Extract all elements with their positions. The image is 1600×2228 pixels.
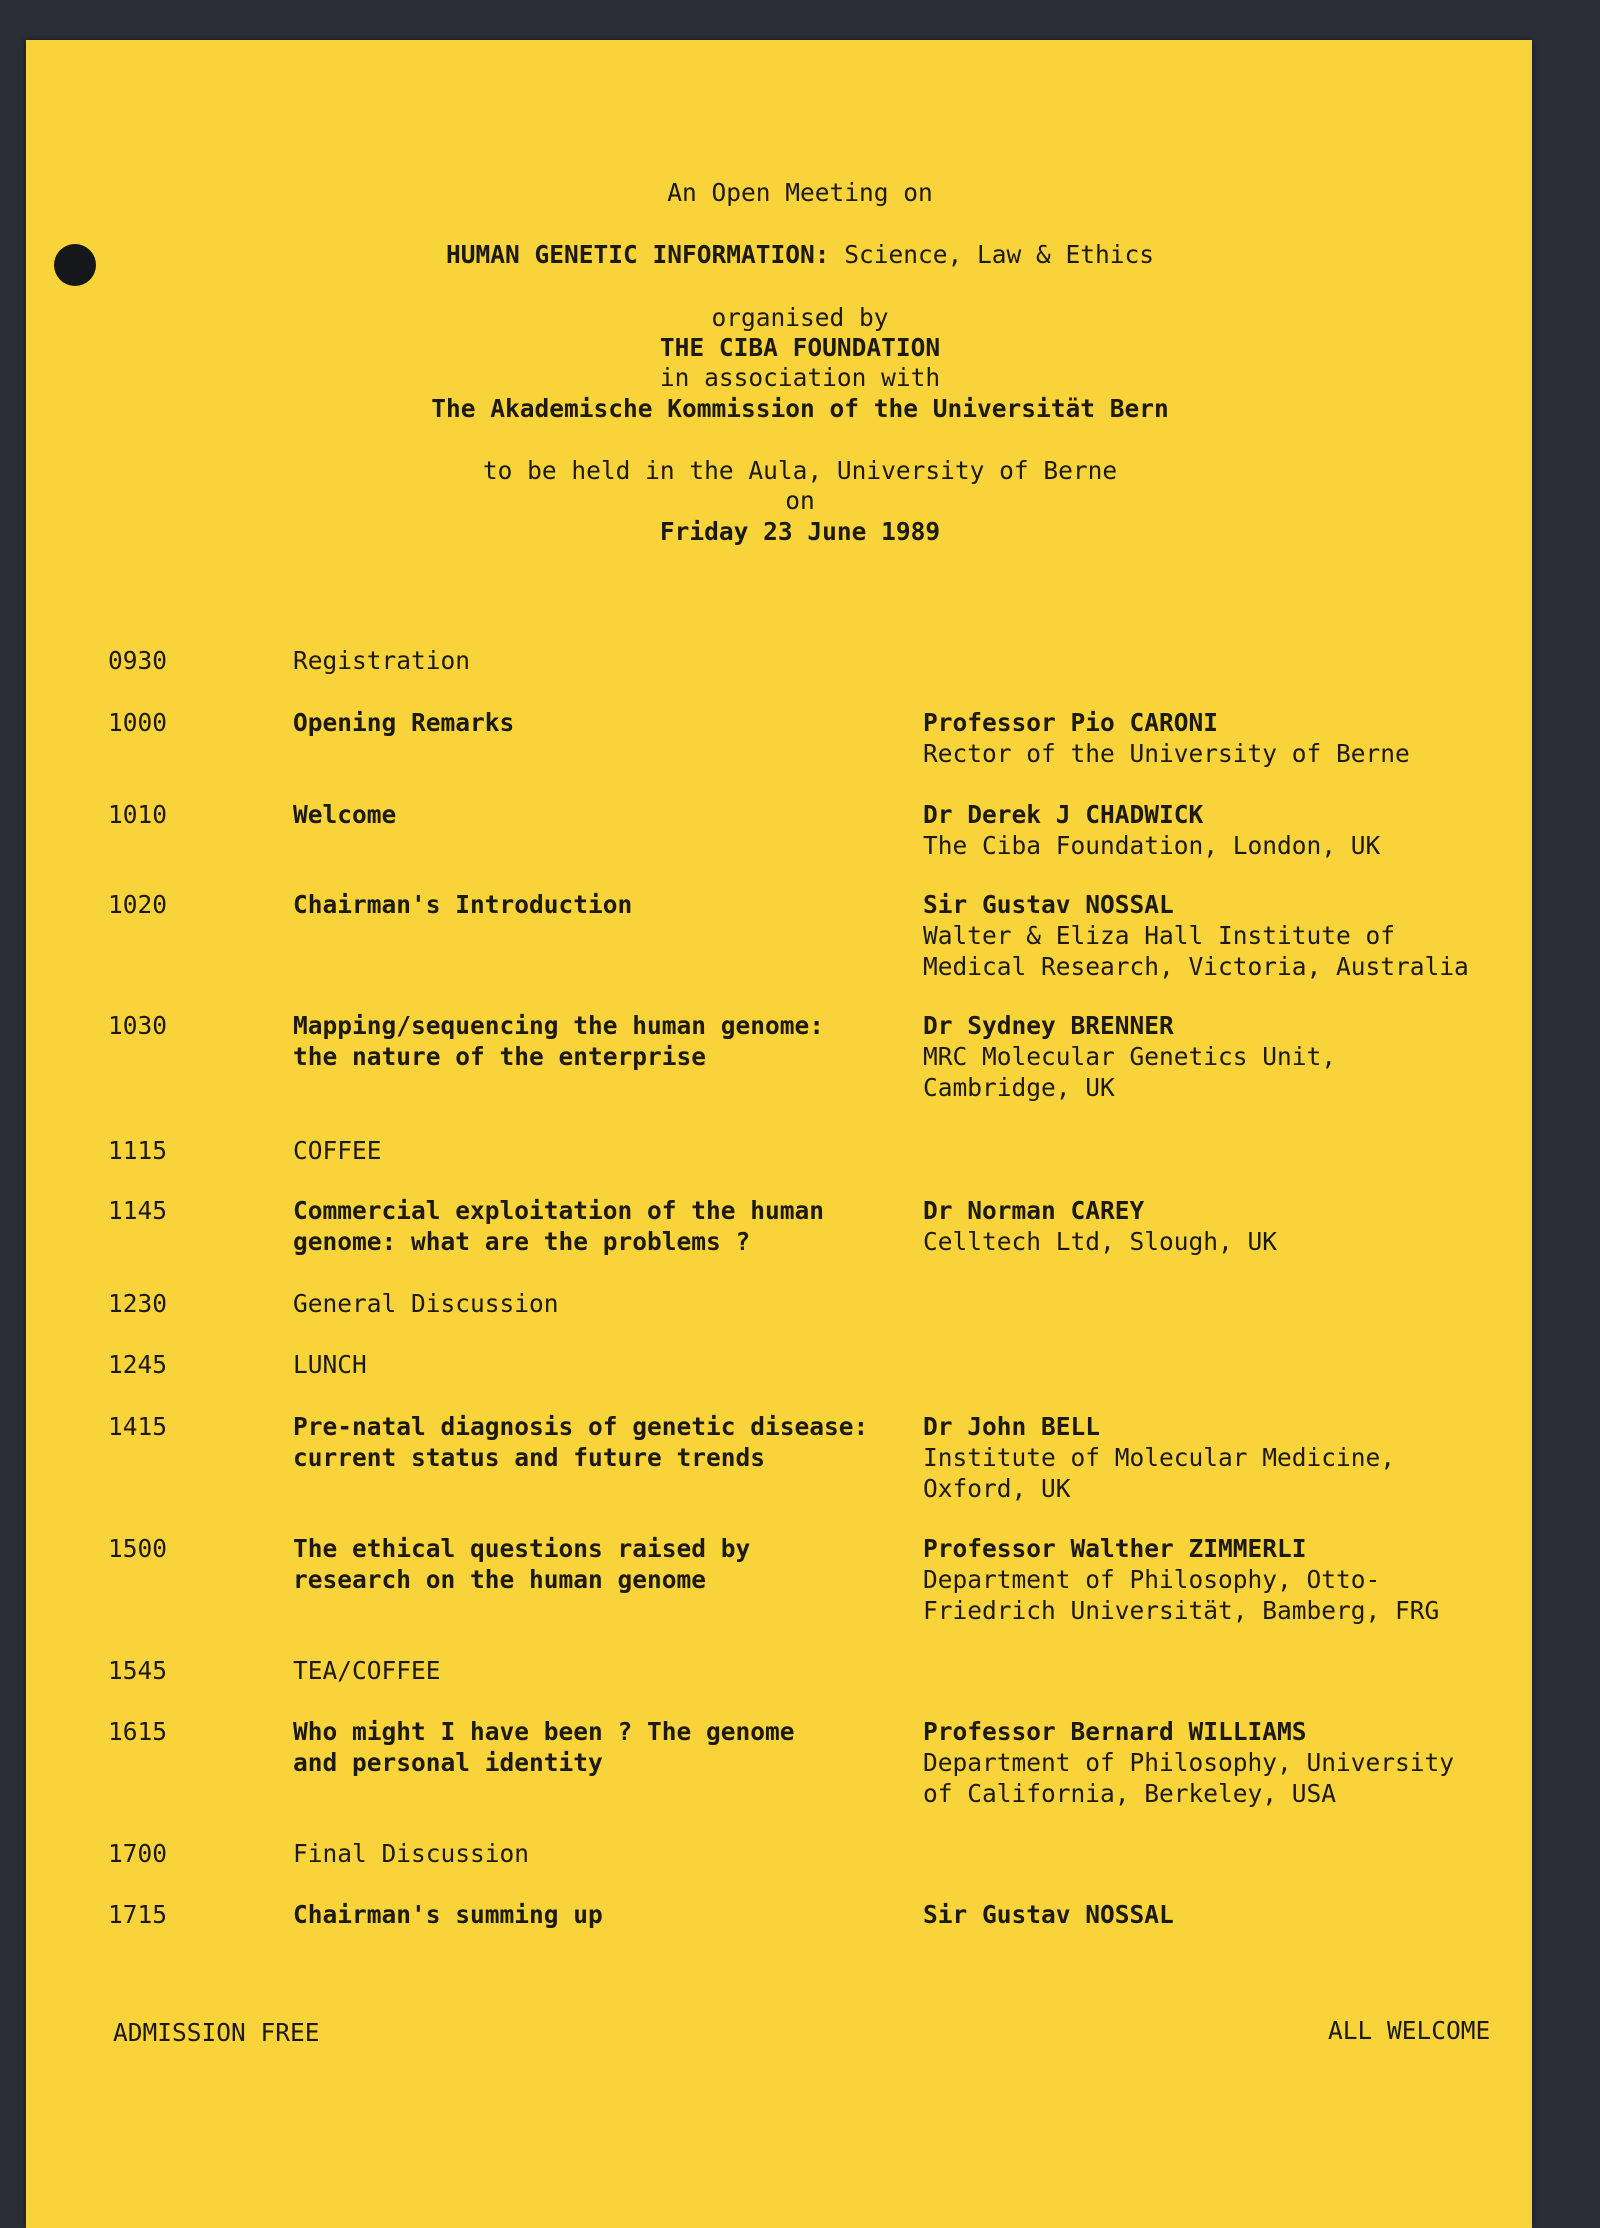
speaker-name: Professor Bernard WILLIAMS	[923, 1717, 1307, 1746]
speaker-affiliation: Cambridge, UK	[923, 1073, 1115, 1102]
session-time: 1020	[108, 890, 168, 919]
session-title: COFFEE	[293, 1136, 382, 1165]
organised-by-line: organised by	[711, 303, 889, 332]
speaker-affiliation: Oxford, UK	[923, 1474, 1071, 1503]
session-title: genome: what are the problems ?	[293, 1227, 751, 1256]
speaker-name: Dr Norman CAREY	[923, 1196, 1145, 1225]
speaker-affiliation: Department of Philosophy, University	[923, 1748, 1455, 1777]
speaker-affiliation: Institute of Molecular Medicine,	[923, 1443, 1396, 1472]
session-time: 1700	[108, 1839, 168, 1868]
session-time: 1500	[108, 1534, 168, 1563]
speaker-name: Dr John BELL	[923, 1412, 1101, 1441]
session-title: Mapping/sequencing the human genome:	[293, 1011, 825, 1040]
session-time: 1000	[108, 708, 168, 737]
session-time: 1030	[108, 1011, 168, 1040]
speaker-affiliation: Rector of the University of Berne	[923, 739, 1410, 768]
event-date: Friday 23 June 1989	[659, 517, 941, 546]
meeting-title	[0, 239, 1600, 270]
organiser-name: THE CIBA FOUNDATION	[659, 333, 941, 362]
session-time: 0930	[108, 646, 168, 675]
speaker-name: Dr Derek J CHADWICK	[923, 800, 1204, 829]
association-line: in association with	[659, 363, 941, 392]
session-title: Chairman's Introduction	[293, 890, 633, 919]
session-title: Who might I have been ? The genome	[293, 1717, 795, 1746]
session-title: General Discussion	[293, 1289, 559, 1318]
session-title: Commercial exploitation of the human	[293, 1196, 825, 1225]
admission-note: ADMISSION FREE	[113, 2018, 320, 2047]
session-title: Welcome	[293, 800, 397, 829]
session-time: 1415	[108, 1412, 168, 1441]
speaker-affiliation: MRC Molecular Genetics Unit,	[923, 1042, 1337, 1071]
speaker-affiliation: Celltech Ltd, Slough, UK	[923, 1227, 1278, 1256]
speaker-affiliation: Department of Philosophy, Otto-	[923, 1565, 1381, 1594]
meeting-title-bold: HUMAN GENETIC INFORMATION:	[445, 240, 830, 269]
session-time: 1615	[108, 1717, 168, 1746]
session-time: 1715	[108, 1900, 168, 1929]
session-title: current status and future trends	[293, 1443, 766, 1472]
speaker-name: Professor Walther ZIMMERLI	[923, 1534, 1307, 1563]
session-title: TEA/COFFEE	[293, 1656, 441, 1685]
session-title: research on the human genome	[293, 1565, 707, 1594]
session-title: Registration	[293, 646, 471, 675]
speaker-affiliation: Medical Research, Victoria, Australia	[923, 952, 1469, 981]
welcome-note: ALL WELCOME	[1328, 2016, 1491, 2045]
meeting-title-rest: Science, Law & Ethics	[829, 240, 1155, 269]
intro-line: An Open Meeting on	[667, 178, 933, 207]
session-time: 1145	[108, 1196, 168, 1225]
speaker-affiliation: The Ciba Foundation, London, UK	[923, 831, 1381, 860]
session-time: 1545	[108, 1656, 168, 1685]
speaker-name: Dr Sydney BRENNER	[923, 1011, 1174, 1040]
session-title: the nature of the enterprise	[293, 1042, 707, 1071]
session-title: and personal identity	[293, 1748, 603, 1777]
partner-name: The Akademische Kommission of the Universität Bern	[431, 394, 1169, 423]
speaker-name: Sir Gustav NOSSAL	[923, 890, 1174, 919]
session-title: Pre-natal diagnosis of genetic disease:	[293, 1412, 869, 1441]
session-title: LUNCH	[293, 1350, 367, 1379]
speaker-name: Sir Gustav NOSSAL	[923, 1900, 1174, 1929]
venue-line: to be held in the Aula, University of Berne	[482, 456, 1118, 485]
speaker-affiliation: Friedrich Universität, Bamberg, FRG	[923, 1596, 1440, 1625]
speaker-affiliation: of California, Berkeley, USA	[923, 1779, 1337, 1808]
session-time: 1245	[108, 1350, 168, 1379]
session-time: 1230	[108, 1289, 168, 1318]
session-title: Opening Remarks	[293, 708, 515, 737]
session-title: The ethical questions raised by	[293, 1534, 751, 1563]
speaker-affiliation: Walter & Eliza Hall Institute of	[923, 921, 1396, 950]
speaker-name: Professor Pio CARONI	[923, 708, 1219, 737]
session-title: Chairman's summing up	[293, 1900, 603, 1929]
session-time: 1010	[108, 800, 168, 829]
on-line: on	[785, 486, 815, 515]
session-time: 1115	[108, 1136, 168, 1165]
session-title: Final Discussion	[293, 1839, 530, 1868]
